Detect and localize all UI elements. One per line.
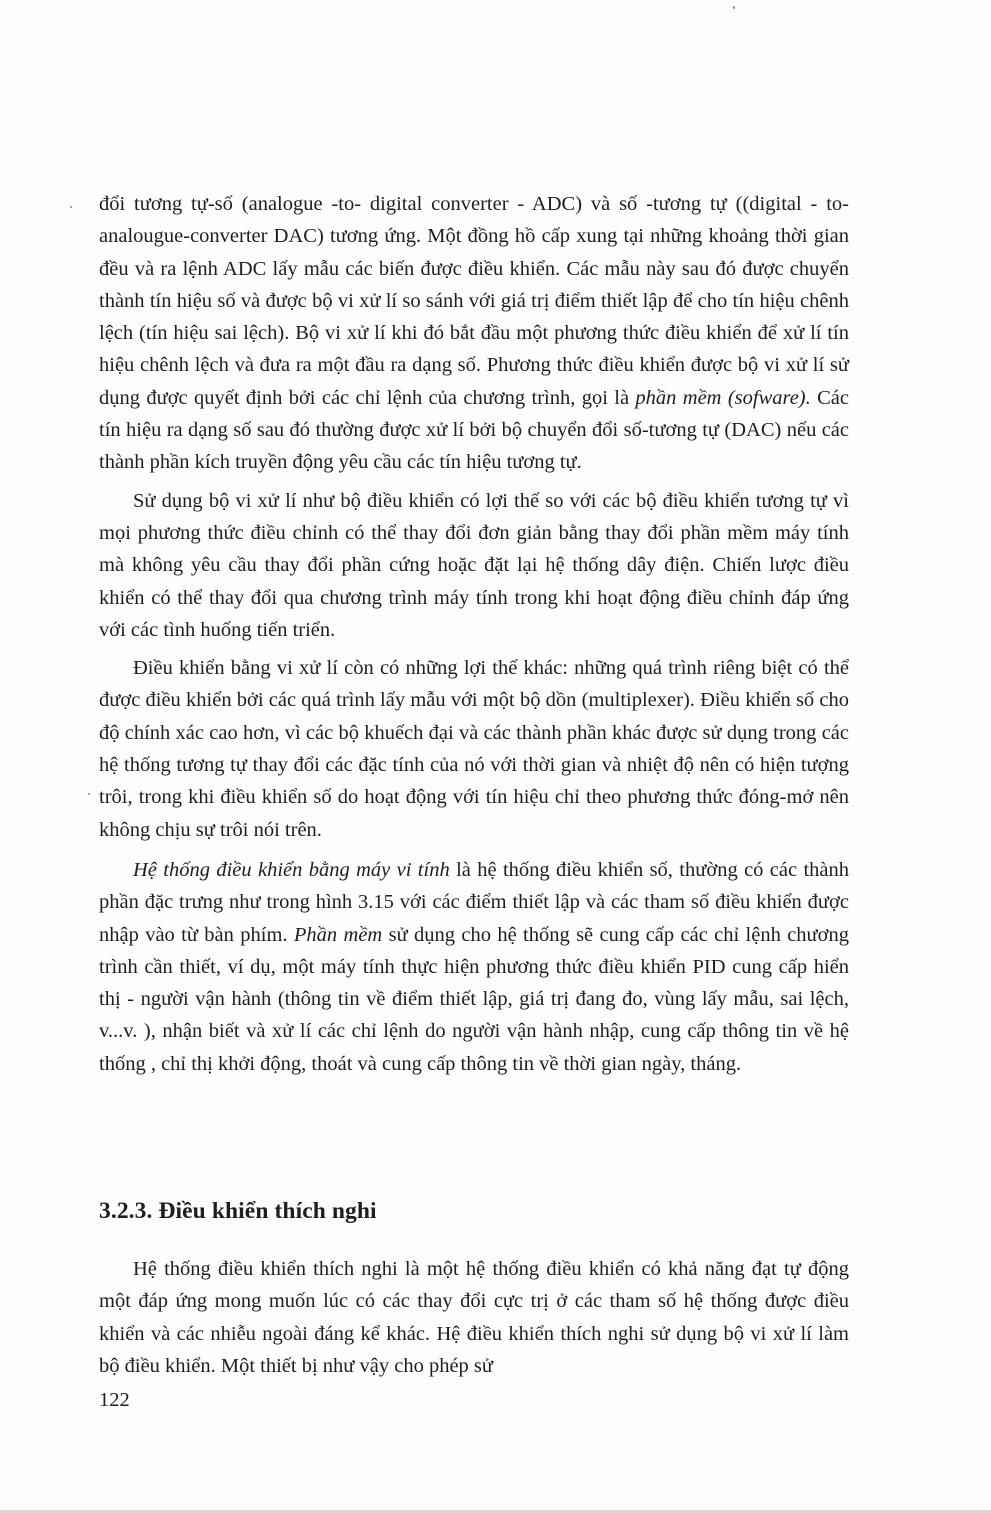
body-text-section	[99, 1253, 849, 1382]
page-number: 122	[99, 1389, 130, 1411]
paragraph-computer-control-system	[99, 854, 849, 1080]
paragraph-3-text: Điều khiển bằng vi xử lí còn có những lợi thế khác: những quá trình riêng biệt có thể được điều khiển bởi các quá trình lấy mẫu với một bộ dồn (multiplexer). Điều khiển số cho độ chính xác cao hơn, vì các bộ khuếch đại và các thành phần khác được sử dụng trong các hệ thống tương tự thay đổi các đặc tính của nó với thời gian và nhiệt độ nên có hiện tượng trôi, trong khi điều khiển số do hoạt động với tín hiệu chỉ theo phương thức đóng-mở nên không chịu sự trôi nói trên.	[99, 657, 849, 841]
section-heading: 3.2.3. Điều khiển thích nghi	[99, 1198, 377, 1224]
paragraph-4-text-b: sử dụng cho hệ thống sẽ cung cấp các chỉ lệnh chương trình cần thiết, ví dụ, một máy tính thực hiện phương thức điều khiển PID cung cấp hiển thị - người vận hành (thông tin về điểm thiết lập, giá trị đang đo, vùng lấy mẫu, sai lệch, v...v. ), nhận biết và xử lí các chỉ lệnh do người vận hành nhập, cung cấp thông tin về hệ thống , chỉ thị khởi động, thoát và cung cấp thông tin về thời gian ngày, tháng.	[99, 923, 850, 1075]
scan-speck	[70, 206, 72, 208]
paragraph-microprocessor-advantages	[99, 485, 849, 646]
paragraph-digital-control-advantages	[99, 652, 849, 846]
paragraph-4-italic-software: Phần mềm	[293, 923, 383, 946]
scan-speck	[88, 793, 90, 795]
paragraph-1-text-b: Các tín hiệu ra dạng số sau đó thường được xử lí bởi bộ chuyển đổi số-tương tự (DAC) nếu các thành phần kích truyền động yêu cầu các tín hiệu tương tự.	[99, 386, 849, 474]
body-text-top	[99, 188, 849, 1080]
paragraph-adaptive-control: Hệ thống điều khiển thích nghi là một hệ thống điều khiển có khả năng đạt tự động một đáp ứng mong muốn lúc có các thay đổi cực trị ở các tham số hệ thống được điều khiển và các nhiễu ngoài đáng kể khác. Hệ điều khiển thích nghi sử dụng bộ vi xử lí làm bộ điều khiển. Một thiết bị như vậy cho phép sử	[99, 1258, 849, 1377]
paragraph-4-text-a: là hệ thống điều khiển số, thường có các thành phần đặc trưng như trong hình 3.15 với các điểm thiết lập và các tham số điều khiển được nhập vào từ bàn phím.	[99, 858, 849, 946]
scan-speck	[733, 6, 735, 9]
paragraph-4-italic-term: Hệ thống điều khiển bằng máy vi tính	[133, 858, 450, 881]
paragraph-continued	[99, 188, 849, 479]
paragraph-1-text-a: đổi tương tự-số (analogue -to- digital converter - ADC) và số -tương tự ((digital - to- analougue-converter DAC) tương ứng. Một đồng hồ cấp xung tại những khoảng thời gian đều và ra lệnh ADC lấy mẫu các biến được điều khiển. Các mẫu này sau đó được chuyển thành tín hiệu số và được bộ vi xử lí so sánh với giá trị điểm thiết lập để cho tín hiệu chênh lệch (tín hiệu sai lệch). Bộ vi xử lí khi đó bắt đầu một phương thức điều khiển để xử lí tín hiệu chênh lệch và đưa ra một đầu ra dạng số. Phương thức điều khiển được bộ vi xử lí sử dụng được quyết định bởi các chỉ lệnh của chương trình, gọi là	[99, 193, 849, 409]
paragraph-2-text: Sử dụng bộ vi xử lí như bộ điều khiển có lợi thế so với các bộ điều khiển tương tự vì mọi phương thức điều chỉnh có thể thay đổi đơn giản bằng thay đổi phần mềm máy tính mà không yêu cầu thay đổi phần cứng hoặc đặt lại hệ thống dây điện. Chiến lược điều khiển có thể thay đổi qua chương trình máy tính trong khi hoạt động điều chỉnh đáp ứng với các tình huống tiến triển.	[99, 489, 849, 641]
paragraph-1-italic-term: phần mềm (sofware).	[635, 386, 811, 409]
